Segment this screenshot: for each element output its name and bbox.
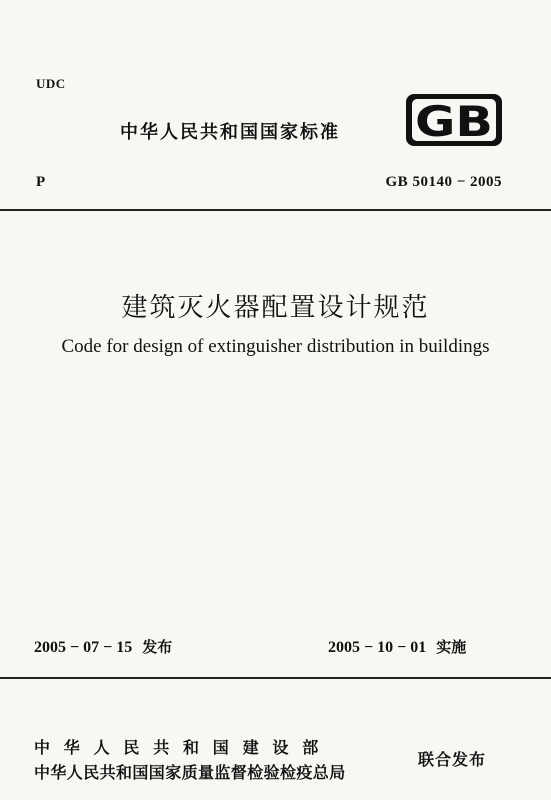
category-code: P <box>36 174 46 190</box>
top-divider <box>0 209 551 211</box>
title-english: Code for design of extinguisher distribution in buildings <box>61 336 490 357</box>
joint-release-label: 联合发布 <box>418 750 487 769</box>
issuer-administration: 中华人民共和国国家质量监督检验检疫总局 <box>34 763 346 782</box>
gb-logo-text: GB <box>415 97 493 146</box>
release-date: 2005 − 07 − 15 <box>34 639 133 656</box>
implement-label: 实施 <box>436 638 467 656</box>
standard-type: 中华人民共和国国家标准 <box>120 122 340 143</box>
issuer-ministry: 中华人民共和国建设部 <box>34 738 333 757</box>
release-date-block <box>34 636 172 657</box>
standard-number: GB 50140 − 2005 <box>385 174 502 190</box>
bottom-divider <box>0 677 551 679</box>
title-chinese: 建筑灭火器配置设计规范 <box>121 293 430 323</box>
release-label: 发布 <box>142 638 173 656</box>
gb-logo <box>404 92 504 148</box>
implement-date: 2005 − 10 − 01 <box>328 639 427 656</box>
implement-date-block <box>328 636 466 657</box>
udc-label: UDC <box>36 76 66 91</box>
